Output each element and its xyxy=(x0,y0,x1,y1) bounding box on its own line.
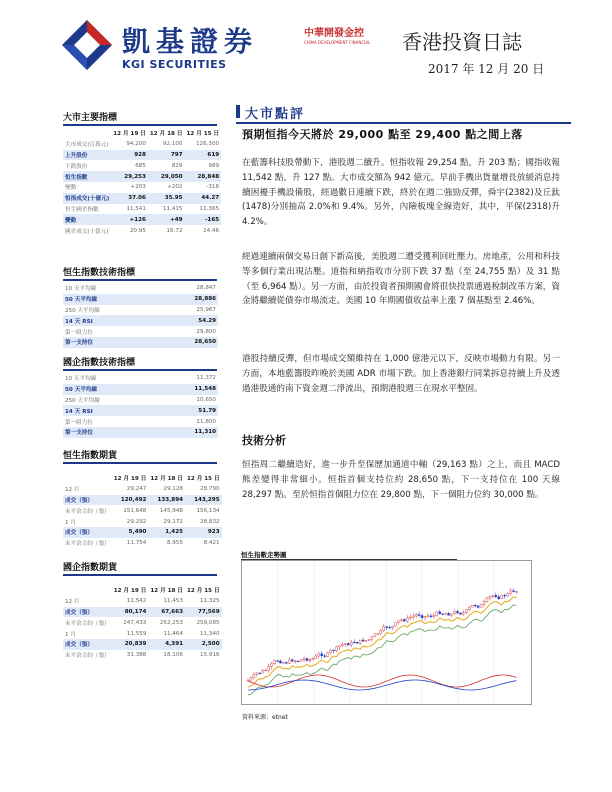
row-label: 1 月 xyxy=(65,519,76,526)
candle-body xyxy=(492,595,494,596)
candle-body xyxy=(377,634,379,635)
candle-body xyxy=(418,615,420,616)
row-label: 國企成交(十億元) xyxy=(65,228,109,235)
row-value: 797 xyxy=(148,150,185,161)
table-row xyxy=(63,373,218,384)
row-label: 50 天平均線 xyxy=(63,294,156,305)
row-value: 20.95 xyxy=(129,227,146,234)
table-row xyxy=(63,596,222,607)
table-row xyxy=(63,495,222,506)
candle-body xyxy=(347,644,349,646)
headline: 預期恒指今天將於 29,000 點至 29,400 點之間上落 xyxy=(242,128,523,141)
table-row xyxy=(63,337,218,348)
market-indicators-title: 大市主要指標 xyxy=(63,110,217,126)
row-label: 未平倉合約（張） xyxy=(65,620,110,627)
row-value: 28,848 xyxy=(185,171,222,182)
candle-body xyxy=(392,626,394,628)
row-value: 989 xyxy=(208,162,220,169)
row-value: 28,790 xyxy=(200,486,220,493)
market-indicators-table xyxy=(63,128,221,236)
table-row xyxy=(63,139,221,150)
candle-body xyxy=(395,623,397,626)
row-value: 28,650 xyxy=(156,337,218,348)
row-value: 8,421 xyxy=(203,540,220,547)
candle-body xyxy=(327,653,329,657)
candle-body xyxy=(271,663,273,666)
candle-body xyxy=(330,650,332,653)
row-value: 29,253 xyxy=(111,171,148,182)
chart-title: 恒生指數走勢圖 xyxy=(241,550,457,560)
table-row xyxy=(63,283,218,294)
row-label: 成交（張） xyxy=(63,495,112,506)
row-value: 11,365 xyxy=(199,205,220,212)
row-label: 上升股份 xyxy=(63,150,111,161)
row-value: 28,847 xyxy=(196,285,216,292)
row-value: 126,300 xyxy=(195,141,220,148)
col-header: 12 月 18 日 xyxy=(149,131,183,138)
col-header: 12 月 15 日 xyxy=(186,476,220,483)
candlestick-chart xyxy=(242,561,531,704)
candle-body xyxy=(498,597,500,599)
candle-body xyxy=(448,613,450,615)
technical-analysis-title: 技術分析 xyxy=(242,434,286,447)
table-row xyxy=(63,214,221,225)
row-value: 51.79 xyxy=(156,405,218,416)
candle-body xyxy=(409,617,411,618)
candle-body xyxy=(474,605,476,606)
table-row xyxy=(63,484,222,495)
candle-body xyxy=(462,613,464,614)
candle-body xyxy=(344,644,346,645)
row-value: 11,464 xyxy=(163,630,183,637)
brand-name-en: KGI SECURITIES xyxy=(122,58,227,71)
row-value: +126 xyxy=(111,214,148,225)
row-value: +49 xyxy=(148,214,185,225)
partner-logo xyxy=(304,24,384,45)
hsi-technical-title: 恒生指數技術指標 xyxy=(63,265,217,281)
row-value: 928 xyxy=(111,150,148,161)
candle-body xyxy=(483,602,485,605)
row-value: 29,292 xyxy=(126,518,147,525)
table-row xyxy=(63,395,218,406)
candle-body xyxy=(374,634,376,637)
row-label: 250 天平均線 xyxy=(65,307,100,314)
candle-body xyxy=(471,605,473,607)
brand-name-cn: 凱基證券 xyxy=(122,25,259,58)
row-value: 16.72 xyxy=(166,227,183,234)
candle-body xyxy=(282,662,284,663)
hscei-technical-title: 國企指數技術指標 xyxy=(63,355,217,371)
row-value: 829 xyxy=(171,162,183,169)
row-value: 11,754 xyxy=(126,540,147,547)
candle-body xyxy=(265,670,267,671)
hscei-futures-table xyxy=(63,585,222,661)
table-row xyxy=(63,405,218,416)
table-row xyxy=(63,516,222,527)
kgi-logo-icon xyxy=(62,20,112,70)
candle-body xyxy=(362,640,364,641)
candle-body xyxy=(353,642,355,643)
table-row xyxy=(63,538,222,549)
row-value: 11,310 xyxy=(156,427,218,438)
row-label: 第一阻力位 xyxy=(65,419,93,426)
candle-body xyxy=(288,660,290,663)
candle-body xyxy=(495,595,497,596)
candle-body xyxy=(439,612,441,614)
candle-body xyxy=(397,621,399,623)
candle-body xyxy=(424,616,426,617)
table-row xyxy=(63,427,218,438)
candle-body xyxy=(468,607,470,609)
col-header: 12 月 19 日 xyxy=(113,131,146,138)
candle-body xyxy=(262,671,264,673)
candle-body xyxy=(442,614,444,615)
row-value: 11,415 xyxy=(162,205,183,212)
hscei-technical-table xyxy=(63,373,218,438)
row-value: 11,453 xyxy=(163,598,183,605)
row-label: 50 天平均線 xyxy=(63,384,156,395)
candle-body xyxy=(250,678,252,680)
row-label: 大市成交(百萬元) xyxy=(65,142,109,149)
candle-body xyxy=(406,618,408,621)
row-label: 成交（張） xyxy=(63,639,112,650)
row-label: 12 月 xyxy=(65,487,80,494)
row-value: 80,174 xyxy=(112,607,149,618)
row-value: 11,559 xyxy=(126,630,147,637)
col-header: 12 月 19 日 xyxy=(113,588,147,595)
table-row xyxy=(63,384,218,395)
row-value: 11,548 xyxy=(156,384,218,395)
table-row xyxy=(63,193,221,204)
candle-body xyxy=(306,659,308,661)
candle-body xyxy=(480,605,482,608)
candle-body xyxy=(421,616,423,618)
col-header: 12 月 15 日 xyxy=(186,131,220,138)
row-label: 恒生指數 xyxy=(63,171,111,182)
table-row xyxy=(63,294,218,305)
table-row xyxy=(63,160,221,171)
candle-body xyxy=(256,673,258,674)
candle-body xyxy=(285,662,287,663)
row-value: 5,490 xyxy=(112,527,149,538)
row-value: +202 xyxy=(167,184,183,191)
candle-body xyxy=(341,645,343,646)
candle-body xyxy=(365,640,367,641)
row-value: 143,295 xyxy=(185,495,222,506)
candle-body xyxy=(303,659,305,660)
row-value: 44.27 xyxy=(185,193,222,204)
row-value: 259,085 xyxy=(196,619,220,626)
row-label: 成交（張） xyxy=(63,607,112,618)
table-row xyxy=(63,315,218,326)
row-label: 變動 xyxy=(65,185,77,192)
row-value: 24.46 xyxy=(203,227,220,234)
candle-body xyxy=(312,658,314,659)
table-row xyxy=(63,628,222,639)
row-value: 252,253 xyxy=(159,619,183,626)
row-value: +203 xyxy=(130,184,146,191)
candle-body xyxy=(451,614,453,616)
candle-body xyxy=(427,616,429,617)
partner-name-en: CHINA DEVELOPMENT FINANCIAL xyxy=(304,40,371,45)
row-label: 1 月 xyxy=(65,631,76,638)
col-header: 12 月 15 日 xyxy=(186,588,220,595)
row-label: 12 月 xyxy=(65,599,80,606)
table-row xyxy=(63,150,221,161)
candle-body xyxy=(515,591,517,592)
table-row xyxy=(63,416,218,427)
candle-body xyxy=(338,646,340,647)
table-row xyxy=(63,607,222,618)
candle-body xyxy=(403,619,405,621)
row-label: 未平倉合約（張） xyxy=(65,508,110,515)
candle-body xyxy=(368,639,370,640)
row-value: 2,500 xyxy=(185,639,222,650)
row-value: 37.06 xyxy=(111,193,148,204)
row-value: 685 xyxy=(135,162,146,169)
row-value: 31,388 xyxy=(126,652,147,659)
candle-body xyxy=(415,615,417,616)
row-value: 15,916 xyxy=(200,652,220,659)
col-header: 12 月 19 日 xyxy=(113,476,147,483)
candle-body xyxy=(268,667,270,671)
row-value: 133,894 xyxy=(148,495,185,506)
hsi-futures-section xyxy=(63,448,222,549)
hsi-technical-table xyxy=(63,283,218,348)
candle-body xyxy=(507,594,509,596)
candle-body xyxy=(510,591,512,594)
partner-name-cn: 中華開發金控 xyxy=(304,28,364,39)
candle-body xyxy=(400,619,402,620)
candle-body xyxy=(277,661,279,662)
hsi-futures-title: 恒生指數期貨 xyxy=(63,448,217,464)
candle-body xyxy=(459,613,461,614)
candle-body xyxy=(279,661,281,663)
candle-body xyxy=(300,660,302,661)
row-value: 8,955 xyxy=(166,540,183,547)
commentary-paragraph-1: 在藍籌科技股帶動下，港股週二續升。恒指收報 29,254 點，升 203 點；國指收報 11,542 點，升 127 點。大市成交額為 942 億元。早前手機出貨量增長放緩消息持續困擾手機設備股，經過數日連續下跌，終於在週二強勁反彈，舜宇(2382)及丘鈦(1478)分別抽高 2.0%和 9.4%。另外，內險板塊全線造好，其中，平保(2318)升 4.2%。 xyxy=(242,158,560,228)
row-value: 29,050 xyxy=(148,171,185,182)
row-value: 11,325 xyxy=(200,598,220,605)
table-row xyxy=(63,225,221,236)
candle-body xyxy=(389,627,391,628)
row-value: 247,433 xyxy=(123,619,147,626)
candle-body xyxy=(477,606,479,608)
candle-body xyxy=(321,654,323,656)
row-label: 10 天平均線 xyxy=(65,376,97,383)
row-value: -165 xyxy=(185,214,222,225)
candle-body xyxy=(486,598,488,602)
row-label: 未平倉合約（張） xyxy=(65,653,110,660)
candle-body xyxy=(430,616,432,617)
candle-body xyxy=(294,661,296,662)
candle-body xyxy=(336,647,338,651)
data-source: 資料來源：etnet xyxy=(242,714,288,721)
candle-body xyxy=(315,656,317,658)
row-value: 11,541 xyxy=(126,205,146,212)
candle-body xyxy=(386,627,388,628)
row-value: 156,134 xyxy=(196,507,220,514)
row-label: 變動 xyxy=(63,214,111,225)
col-header: 12 月 18 日 xyxy=(150,476,183,483)
row-value: 11,542 xyxy=(126,598,147,605)
candle-body xyxy=(297,661,299,662)
row-value: 25,967 xyxy=(196,306,216,313)
candle-body xyxy=(356,642,358,643)
hsi-price-chart xyxy=(241,560,532,705)
row-value: 29,172 xyxy=(163,518,183,525)
hsi-technical-section xyxy=(63,265,218,348)
row-value: 28,832 xyxy=(200,518,220,525)
hscei-futures-section xyxy=(63,560,222,661)
candle-body xyxy=(504,595,506,596)
candle-body xyxy=(350,642,352,645)
candle-body xyxy=(433,615,435,616)
row-label: 14 天 RSI xyxy=(63,315,156,326)
row-value: 120,492 xyxy=(112,495,149,506)
row-value: 145,948 xyxy=(159,507,183,514)
row-label: 下跌股份 xyxy=(65,163,88,170)
candle-body xyxy=(333,650,335,651)
row-value: 28,886 xyxy=(156,294,218,305)
table-row xyxy=(63,204,221,215)
candle-body xyxy=(465,609,467,612)
row-label: 第一支持位 xyxy=(63,427,156,438)
row-value: 29,800 xyxy=(196,328,216,335)
row-value: -318 xyxy=(206,184,220,191)
row-value: 619 xyxy=(185,150,222,161)
row-label: 第一支持位 xyxy=(63,337,156,348)
commentary-paragraph-3: 港股持續反彈，但市場成交額維持在 1,000 億港元以下，反映市場動力有限。另一方面，本地藍籌股昨晚於美國 ADR 市場下跌。加上香港銀行同業拆息持續上升及透過港股通的南下資金週二淨流出，預期港股週三在現水平整固。 xyxy=(242,354,560,394)
row-value: 4,391 xyxy=(148,639,185,650)
candle-body xyxy=(253,674,255,677)
candle-body xyxy=(383,627,385,631)
table-row xyxy=(63,171,221,182)
candle-body xyxy=(371,637,373,639)
candle-body xyxy=(324,656,326,657)
row-label: 恒生國企指數 xyxy=(65,206,99,213)
candle-body xyxy=(501,595,503,598)
candle-body xyxy=(436,612,438,616)
row-value: 20,839 xyxy=(112,639,149,650)
candle-body xyxy=(380,631,382,634)
table-row xyxy=(63,505,222,516)
report-date: 2017 年 12 月 20 日 xyxy=(428,62,545,76)
row-value: 29,128 xyxy=(163,486,183,493)
candle-body xyxy=(513,591,515,592)
candle-body xyxy=(309,660,311,661)
row-value: 11,800 xyxy=(196,418,216,425)
row-value: 1,425 xyxy=(148,527,185,538)
report-title: 香港投資日誌 xyxy=(402,30,522,54)
candle-body xyxy=(445,613,447,614)
candle-body xyxy=(274,661,276,664)
candle-body xyxy=(291,660,293,661)
candle-body xyxy=(259,673,261,674)
row-label: 10 天平均線 xyxy=(65,286,97,293)
table-row xyxy=(63,639,222,650)
candle-body xyxy=(359,640,361,643)
row-value: 923 xyxy=(185,527,222,538)
table-row xyxy=(63,650,222,661)
hsi-futures-table xyxy=(63,473,222,549)
market-indicators-section xyxy=(63,110,221,236)
commentary-paragraph-2: 經過連續兩個交易日創下新高後，美股週二遭受獲利回吐壓力。房地產，公用和科技等多個行業出現沽壓。道指和納指收市分別下跌 37 點（至 24,755 點）及 31 點（至 6,964 點）。另一方面，由於投資者預期國會將很快投票通過稅制改革方案，資金將繼續從債券市場流走。美國 10 年期國債收益率上漲 7 個基點至 2.46%。 xyxy=(242,252,560,307)
technical-analysis-paragraph: 恒指周二繼續造好，進一步升至保歷加通道中軸（29,163 點）之上，而且 MACD 熊差變得非常細小。恒指首個支持位約 28,650 點，下一支持位在 100 天線 28,297 點。至於恒指首個阻力位在 29,800 點，下一個阻力位約 30,000 點。 xyxy=(242,460,560,500)
row-value: 54.29 xyxy=(156,315,218,326)
row-label: 250 天平均線 xyxy=(65,397,100,404)
row-value: 11,372 xyxy=(196,375,216,382)
col-header: 12 月 18 日 xyxy=(150,588,183,595)
row-label: 未平倉合約（張） xyxy=(65,541,110,548)
row-label: 成交（張） xyxy=(63,527,112,538)
row-label: 第一阻力位 xyxy=(65,329,93,336)
row-value: 35.95 xyxy=(148,193,185,204)
row-value: 11,340 xyxy=(200,630,220,637)
row-value: 94,200 xyxy=(126,141,146,148)
row-value: 92,100 xyxy=(162,141,183,148)
table-row xyxy=(63,305,218,316)
row-label: 恒指成交(十億元) xyxy=(63,193,111,204)
candle-body xyxy=(456,611,458,613)
table-row xyxy=(63,617,222,628)
table-row xyxy=(63,527,222,538)
candle-body xyxy=(412,616,414,617)
table-row xyxy=(63,326,218,337)
candle-body xyxy=(318,654,320,656)
hscei-futures-title: 國企指數期貨 xyxy=(63,560,217,576)
market-commentary-title: 大市點評 xyxy=(236,103,571,124)
row-value: 67,663 xyxy=(148,607,185,618)
row-value: 77,569 xyxy=(185,607,222,618)
candle-body xyxy=(489,596,491,598)
hscei-technical-section xyxy=(63,355,218,438)
row-value: 151,648 xyxy=(123,507,147,514)
row-value: 29,247 xyxy=(126,486,147,493)
candle-body xyxy=(454,611,456,613)
row-label: 14 天 RSI xyxy=(63,405,156,416)
table-row xyxy=(63,182,221,193)
row-value: 18,106 xyxy=(163,652,183,659)
row-value: 10,650 xyxy=(196,396,216,403)
